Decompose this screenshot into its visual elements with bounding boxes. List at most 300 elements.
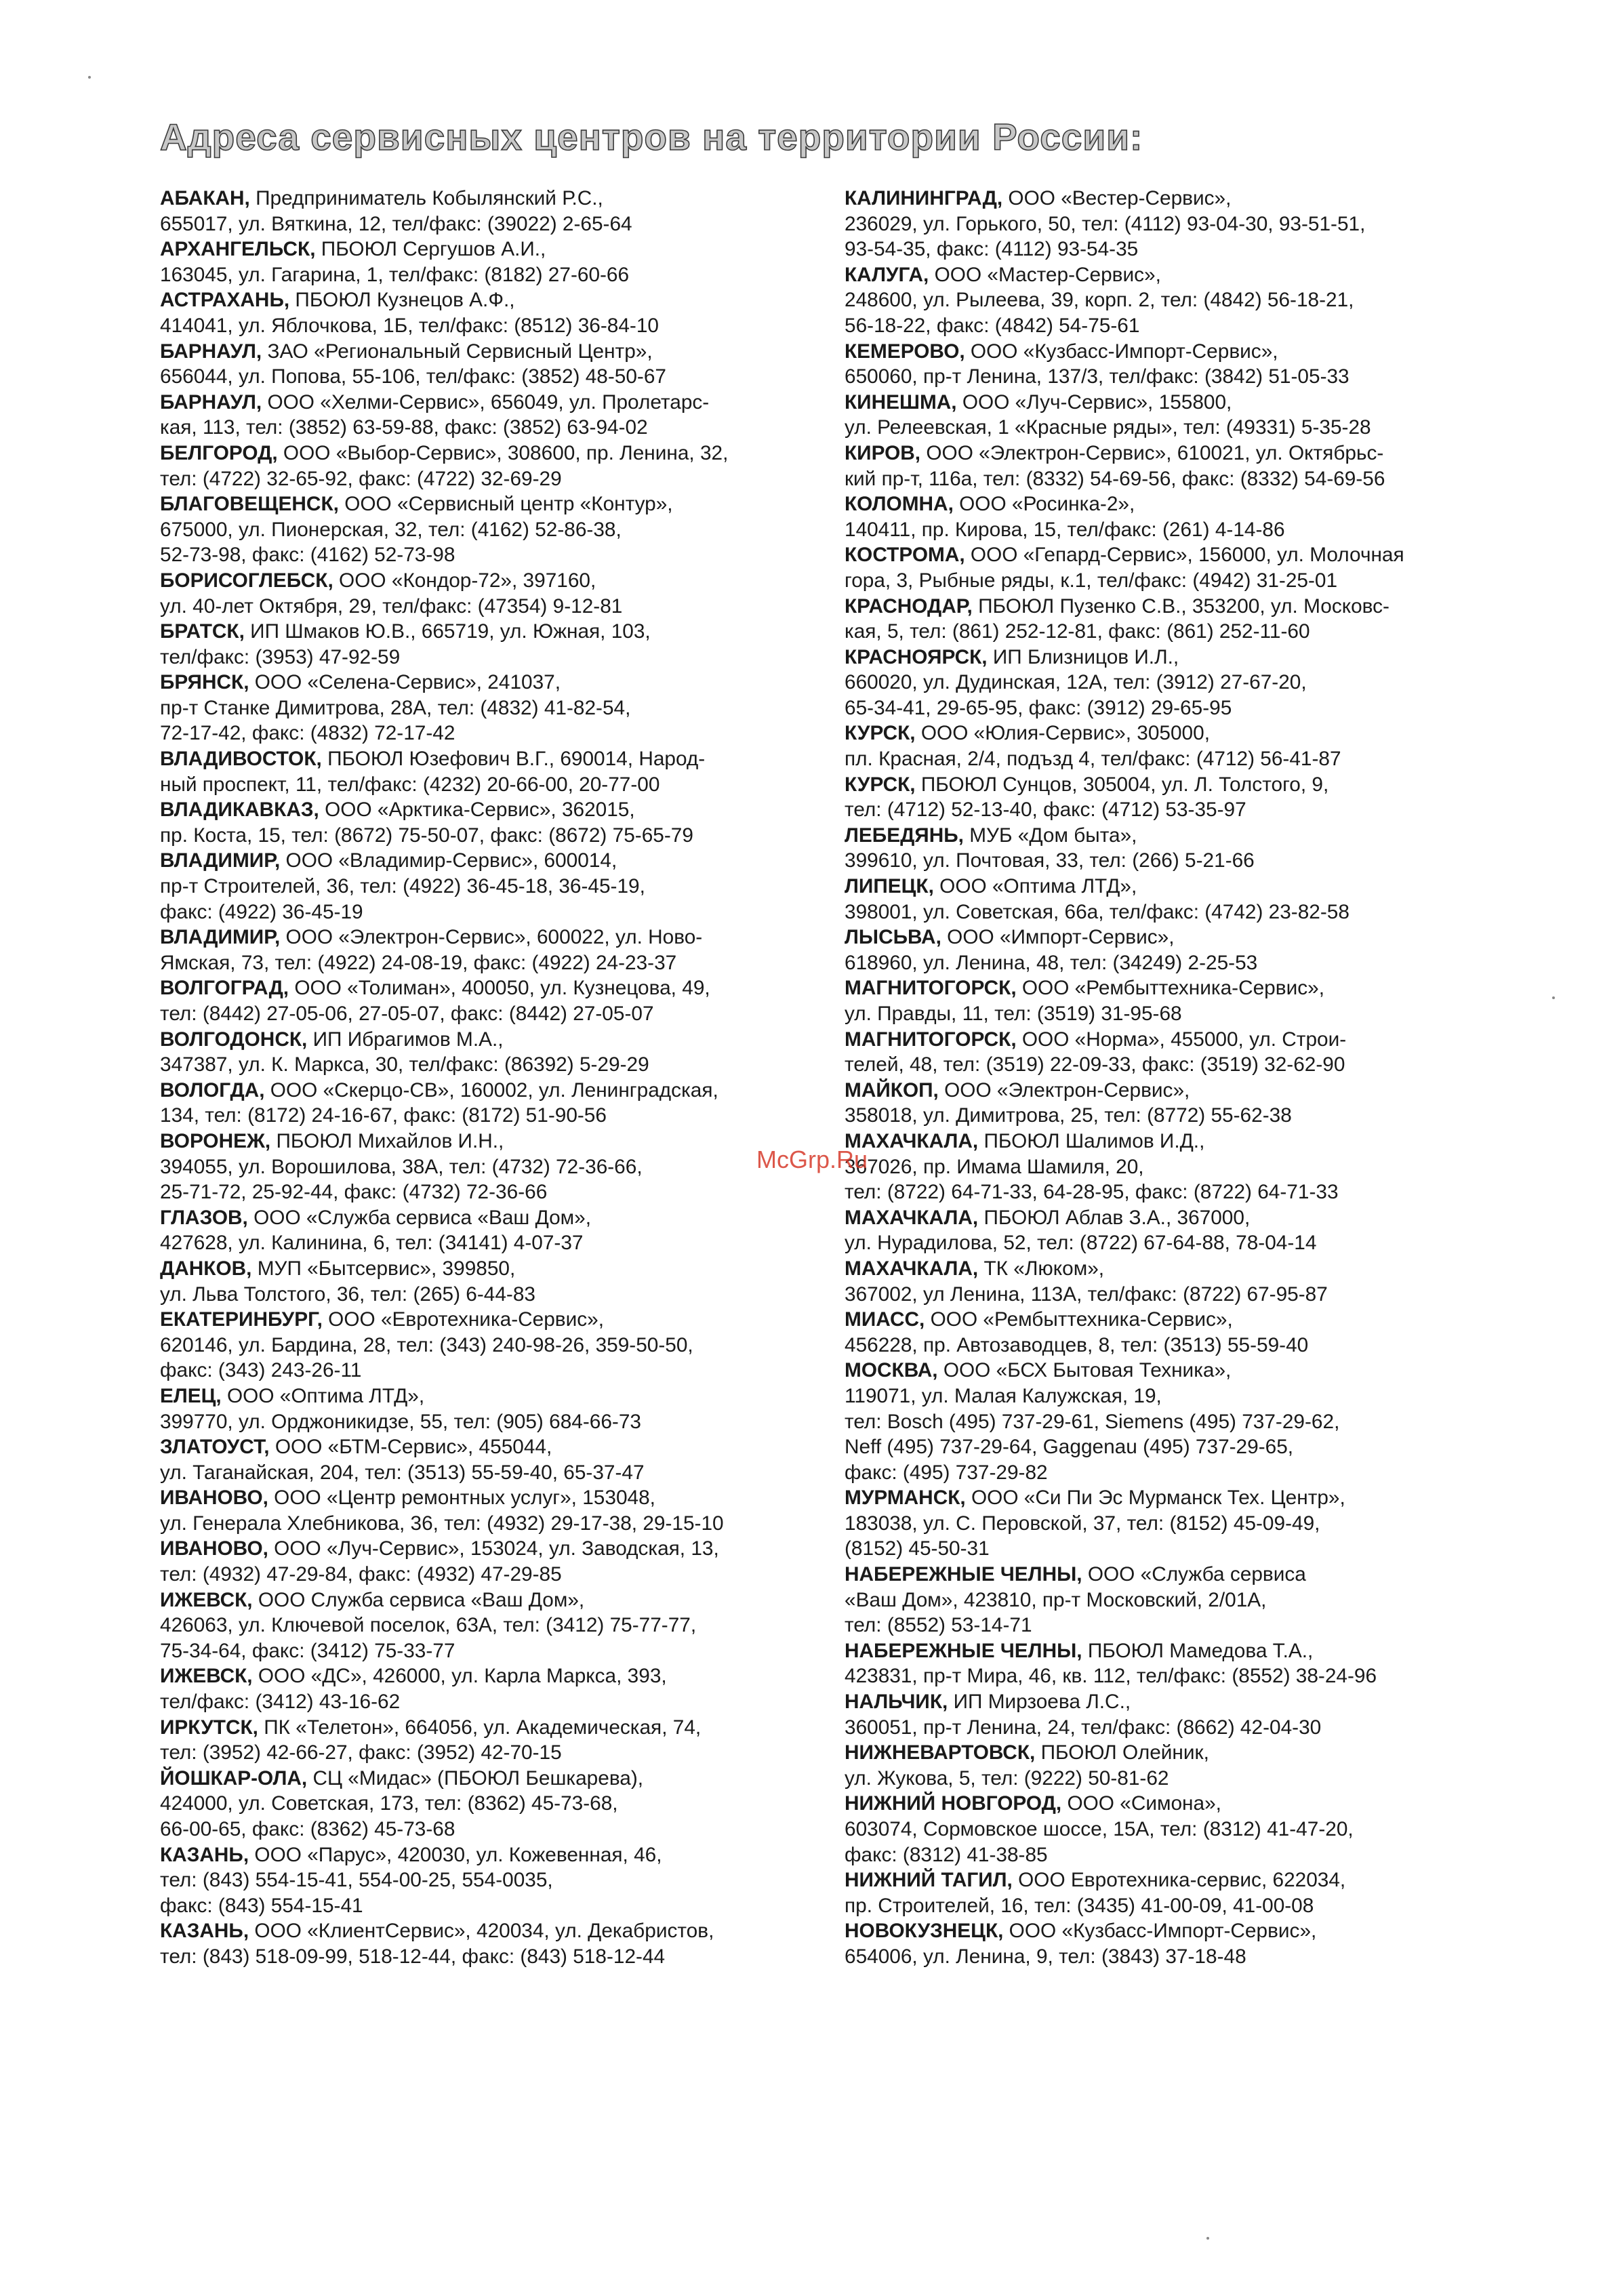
service-center-entry — [160, 287, 811, 338]
entry-text: ПБОЮЛ Кузнецов А.Ф., — [289, 289, 515, 312]
service-center-entry — [845, 1205, 1495, 1256]
entry-line — [160, 1383, 811, 1409]
entry-text: ИП Мирзоева Л.С., — [948, 1691, 1131, 1714]
entry-line — [845, 823, 1495, 849]
service-center-entry — [160, 619, 811, 670]
entry-line — [845, 1154, 1495, 1180]
entry-text: 65-34-41, 29-65-95, факс: (3912) 29-65-95 — [845, 696, 1232, 719]
service-center-entry — [160, 1842, 811, 1919]
service-center-entry — [160, 1078, 811, 1129]
entry-line — [160, 900, 811, 925]
entry-text: ООО «Луч-Сервис», 153024, ул. Заводская, 13, — [268, 1537, 719, 1560]
entry-text: ИП Ибрагимов М.А., — [307, 1028, 504, 1051]
entry-line — [845, 1638, 1495, 1664]
entry-text: ПБОЮЛ Михайлов И.Н., — [270, 1129, 504, 1152]
entry-text: СЦ «Мидас» (ПБОЮЛ Бешкарева), — [307, 1766, 644, 1790]
entry-line — [160, 1562, 811, 1588]
entry-text: тел: Bosch (495) 737-29-61, Siemens (495) 737-29-62, — [845, 1410, 1340, 1433]
left-column — [160, 186, 811, 1970]
city-name: КЕМЕРОВО, — [845, 340, 965, 363]
entry-text: ООО «Выбор-Сервис», 308600, пр. Ленина, 32, — [277, 441, 729, 464]
entry-line — [160, 823, 811, 849]
entry-text: «Ваш Дом», 423810, пр-т Московский, 2/01А, — [845, 1588, 1267, 1611]
entry-text: телей, 48, тел: (3519) 22-09-33, факс: (3519) 32-62-90 — [845, 1053, 1345, 1076]
entry-line — [160, 491, 811, 517]
service-center-entry — [845, 441, 1495, 491]
service-center-entry — [160, 1256, 811, 1307]
city-name: БРЯНСК, — [160, 671, 249, 694]
entry-line — [160, 975, 811, 1001]
entry-line — [845, 1842, 1495, 1868]
entry-text: ООО «ДС», 426000, ул. Карла Маркса, 393, — [252, 1665, 667, 1688]
entry-line — [845, 594, 1495, 620]
entry-text: кая, 5, тел: (861) 252-12-81, факс: (861) 252-11-60 — [845, 620, 1310, 643]
entry-line — [160, 1588, 811, 1613]
entry-line — [160, 517, 811, 543]
service-center-entry — [845, 1638, 1495, 1689]
entry-text: ул. Нурадилова, 52, тел: (8722) 67-64-88, 78-04-14 — [845, 1232, 1317, 1255]
entry-line — [845, 186, 1495, 211]
entry-text: ООО «Кузбасс-Импорт-Сервис», — [965, 340, 1278, 363]
service-center-entry — [160, 848, 811, 925]
city-name: ИВАНОВО, — [160, 1487, 268, 1510]
entry-line — [845, 1383, 1495, 1409]
entry-line — [845, 415, 1495, 441]
city-name: МУРМАНСК, — [845, 1487, 966, 1510]
city-name: ИЖЕВСК, — [160, 1588, 253, 1611]
entry-text: тел: (4722) 32-65-92, факс: (4722) 32-69-29 — [160, 467, 562, 490]
service-center-entry — [160, 568, 811, 619]
entry-line — [160, 1434, 811, 1460]
entry-text: 423831, пр-т Мира, 46, кв. 112, тел/факс: (8552) 38-24-96 — [845, 1665, 1377, 1688]
entry-line — [845, 975, 1495, 1001]
entry-line — [160, 1409, 811, 1435]
entry-line — [845, 848, 1495, 874]
entry-text: 424000, ул. Советская, 173, тел: (8362) 45-73-68, — [160, 1792, 618, 1815]
city-name: НИЖНЕВАРТОВСК, — [845, 1741, 1036, 1764]
entry-text: 367002, ул Ленина, 113А, тел/факс: (8722) 67-95-87 — [845, 1282, 1328, 1306]
entry-line — [160, 542, 811, 568]
entry-text: ООО «Хелми-Сервис», 656049, ул. Пролетарс- — [262, 390, 710, 413]
entry-line — [160, 797, 811, 823]
city-name: МИАСС, — [845, 1308, 925, 1331]
service-center-entry — [160, 925, 811, 975]
entry-text: ООО «Парус», 420030, ул. Кожевенная, 46, — [249, 1843, 662, 1866]
entry-text: факс: (4922) 36-45-19 — [160, 900, 363, 923]
entry-text: факс: (495) 737-29-82 — [845, 1461, 1048, 1484]
entry-line — [845, 517, 1495, 543]
entry-text: ТК «Люком», — [978, 1257, 1105, 1280]
entry-line — [160, 1613, 811, 1638]
entry-text: ООО Служба сервиса «Ваш Дом», — [252, 1588, 585, 1611]
entry-line — [160, 848, 811, 874]
entry-text: ООО «Росинка-2», — [953, 493, 1135, 516]
entry-text: 25-71-72, 25-92-44, факс: (4732) 72-36-66 — [160, 1181, 548, 1204]
entry-text: 426063, ул. Ключевой поселок, 63А, тел: (3412) 75-77-77, — [160, 1614, 697, 1637]
service-center-entry — [160, 1205, 811, 1256]
city-name: ИЖЕВСК, — [160, 1665, 253, 1688]
scan-speck — [1552, 996, 1555, 999]
entry-line — [845, 721, 1495, 746]
entry-text: 603074, Сормовское шоссе, 15А, тел: (8312) 41-47-20, — [845, 1818, 1354, 1840]
entry-text: факс: (343) 243-26-11 — [160, 1359, 362, 1382]
service-center-entry — [845, 975, 1495, 1026]
entry-line — [845, 670, 1495, 695]
entry-line — [845, 1867, 1495, 1893]
entry-line — [160, 925, 811, 950]
city-name: КИРОВ, — [845, 441, 921, 464]
entry-line — [160, 1129, 811, 1154]
city-name: ЙОШКАР-ОЛА, — [160, 1766, 308, 1790]
entry-text: ПБОЮЛ Шалимов И.Д., — [978, 1129, 1205, 1152]
entry-text: ПБОЮЛ Сунцов, 305004, ул. Л. Толстого, 9, — [915, 773, 1329, 796]
service-center-entry — [845, 390, 1495, 441]
city-name: БРАТСК, — [160, 620, 245, 643]
entry-line — [845, 1307, 1495, 1333]
entry-text: 394055, ул. Ворошилова, 38А, тел: (4732) 72-36-66, — [160, 1155, 643, 1178]
entry-line — [160, 1205, 811, 1231]
service-center-entry — [845, 645, 1495, 721]
entry-text: ООО «Электрон-Сервис», 610021, ул. Октябрьс- — [920, 441, 1384, 464]
entry-line — [160, 695, 811, 721]
city-name: НИЖНИЙ НОВГОРОД, — [845, 1792, 1062, 1815]
entry-text: ООО «Вестер-Сервис», — [1002, 187, 1232, 209]
entry-text: ул. Жукова, 5, тел: (9222) 50-81-62 — [845, 1766, 1169, 1790]
scan-speck — [88, 76, 91, 79]
service-center-entry — [160, 441, 811, 491]
entry-line — [845, 874, 1495, 900]
entry-text: ул. Релеевская, 1 «Красные ряды», тел: (49331) 5-35-28 — [845, 416, 1371, 439]
entry-text: 163045, ул. Гагарина, 1, тел/факс: (8182) 27-60-66 — [160, 263, 630, 286]
entry-text: факс: (8312) 41-38-85 — [845, 1843, 1048, 1866]
entry-line — [160, 1715, 811, 1741]
entry-line — [160, 670, 811, 695]
city-name: ГЛАЗОВ, — [160, 1206, 248, 1229]
entry-line — [845, 1613, 1495, 1638]
entry-line — [160, 339, 811, 365]
service-center-entry — [160, 237, 811, 287]
entry-text: 93-54-35, факс: (4112) 93-54-35 — [845, 238, 1139, 261]
entry-line — [160, 1154, 811, 1180]
entry-text: ПБОЮЛ Юзефович В.Г., 690014, Народ- — [321, 748, 706, 771]
entry-line — [160, 1001, 811, 1027]
entry-line — [160, 390, 811, 416]
city-name: ВЛАДИМИР, — [160, 926, 281, 949]
entry-text: 367026, пр. Имама Шамиля, 20, — [845, 1155, 1144, 1178]
entry-text: ООО «Кузбасс-Импорт-Сервис», — [1003, 1920, 1317, 1943]
entry-line — [845, 1103, 1495, 1129]
entry-text: ный проспект, 11, тел/факс: (4232) 20-66-00, 20-77-00 — [160, 773, 660, 796]
entry-text: кий пр-т, 116а, тел: (8332) 54-69-56, факс: (8332) 54-69-56 — [845, 467, 1385, 490]
entry-line — [160, 721, 811, 746]
entry-text: 75-34-64, факс: (3412) 75-33-77 — [160, 1639, 455, 1662]
service-center-entry — [845, 1791, 1495, 1867]
city-name: БАРНАУЛ, — [160, 340, 262, 363]
entry-text: ООО «Оптима ЛТД», — [221, 1384, 425, 1407]
entry-text: ПК «Телетон», 664056, ул. Академическая, 74, — [258, 1716, 702, 1739]
entry-line — [845, 1205, 1495, 1231]
entry-line — [845, 1893, 1495, 1919]
service-center-entry — [160, 797, 811, 848]
entry-text: ул. Правды, 11, тел: (3519) 31-95-68 — [845, 1003, 1182, 1025]
entry-text: гора, 3, Рыбные ряды, к.1, тел/факс: (4942) 31-25-01 — [845, 569, 1338, 592]
service-center-entry — [845, 925, 1495, 975]
entry-line — [160, 1766, 811, 1792]
entry-text: ООО «Норма», 455000, ул. Строи- — [1016, 1028, 1347, 1051]
entry-line — [845, 339, 1495, 365]
city-name: МАГНИТОГОРСК, — [845, 977, 1017, 1000]
entry-text: ООО «Служба сервиса «Ваш Дом», — [247, 1206, 592, 1229]
entry-line — [160, 1918, 811, 1944]
service-center-entry — [845, 542, 1495, 593]
service-center-entry — [845, 772, 1495, 823]
entry-line — [845, 1409, 1495, 1435]
service-center-entry — [845, 1485, 1495, 1562]
entry-line — [845, 619, 1495, 645]
entry-line — [160, 1485, 811, 1511]
service-center-entry — [845, 1740, 1495, 1791]
entry-line — [160, 364, 811, 390]
entry-line — [160, 874, 811, 900]
entry-text: ООО «Центр ремонтных услуг», 153048, — [268, 1487, 655, 1510]
service-center-entry — [160, 670, 811, 746]
entry-line — [160, 1078, 811, 1104]
city-name: КАЛУГА, — [845, 263, 929, 286]
entry-line — [160, 1307, 811, 1333]
city-name: ЕКАТЕРИНБУРГ, — [160, 1308, 323, 1331]
entry-text: тел/факс: (3412) 43-16-62 — [160, 1691, 401, 1714]
entry-text: 456228, пр. Автозаводцев, 8, тел: (3513) 55-59-40 — [845, 1333, 1309, 1356]
service-center-entry — [845, 1307, 1495, 1358]
entry-line — [160, 1817, 811, 1842]
entry-line — [845, 1740, 1495, 1766]
entry-line — [160, 1663, 811, 1689]
entry-line — [160, 1256, 811, 1282]
entry-line — [160, 1027, 811, 1053]
city-name: КОЛОМНА, — [845, 493, 954, 516]
entry-line — [845, 1129, 1495, 1154]
entry-text: ПБОЮЛ Мамедова Т.А., — [1082, 1639, 1314, 1662]
entry-text: ООО «Рембыттехника-Сервис», — [1016, 977, 1324, 1000]
entry-line — [845, 1791, 1495, 1817]
service-center-entry — [845, 721, 1495, 771]
entry-line — [160, 1179, 811, 1205]
entry-text: 66-00-65, факс: (8362) 45-73-68 — [160, 1818, 455, 1840]
city-name: НАБЕРЕЖНЫЕ ЧЕЛНЫ, — [845, 1563, 1082, 1586]
entry-text: 618960, ул. Ленина, 48, тел: (34249) 2-25-53 — [845, 951, 1258, 974]
entry-text: 183038, ул. С. Перовской, 37, тел: (8152) 45-09-49, — [845, 1512, 1320, 1535]
service-center-entry — [160, 1434, 811, 1485]
entry-line — [845, 313, 1495, 339]
entry-text: тел: (8442) 27-05-06, 27-05-07, факс: (8442) 27-05-07 — [160, 1003, 654, 1025]
entry-text: тел: (3952) 42-66-27, факс: (3952) 42-70-15 — [160, 1741, 562, 1764]
service-center-entry — [160, 1588, 811, 1664]
entry-line — [845, 1511, 1495, 1537]
city-name: ИРКУТСК, — [160, 1716, 258, 1739]
city-name: ИВАНОВО, — [160, 1537, 268, 1560]
entry-text: ООО «Импорт-Сервис», — [941, 926, 1175, 949]
city-name: КИНЕШМА, — [845, 390, 957, 413]
entry-text: ООО «БСХ Бытовая Техника», — [937, 1359, 1232, 1382]
entry-line — [160, 950, 811, 976]
entry-line — [845, 1663, 1495, 1689]
entry-text: ЗАО «Региональный Сервисный Центр», — [262, 340, 653, 363]
entry-line — [160, 1638, 811, 1664]
service-center-entry — [160, 1715, 811, 1766]
entry-line — [845, 1766, 1495, 1792]
entry-text: ул. Льва Толстого, 36, тел: (265) 6-44-83 — [160, 1282, 535, 1306]
service-center-entry — [160, 1129, 811, 1205]
city-name: АСТРАХАНЬ, — [160, 289, 290, 312]
service-center-entry — [160, 1027, 811, 1078]
entry-line — [845, 1027, 1495, 1053]
entry-line — [845, 1001, 1495, 1027]
entry-line — [160, 594, 811, 620]
entry-line — [160, 1689, 811, 1715]
service-center-entry — [160, 1536, 811, 1587]
entry-line — [845, 1179, 1495, 1205]
entry-line — [845, 466, 1495, 492]
entry-text: тел: (4932) 47-29-84, факс: (4932) 47-29-85 — [160, 1563, 562, 1586]
entry-text: ПБОЮЛ Пузенко С.В., 353200, ул. Московс- — [972, 594, 1389, 618]
entry-text: ООО «КлиентСервис», 420034, ул. Декабристов, — [249, 1920, 714, 1943]
city-name: ВОЛГОГРАД, — [160, 977, 289, 1000]
entry-text: ООО «Оптима ЛТД», — [933, 875, 1137, 898]
city-name: КАЗАНЬ, — [160, 1843, 249, 1866]
service-center-entry — [845, 1867, 1495, 1918]
entry-text: тел: (8722) 64-71-33, 64-28-95, факс: (8722) 64-71-33 — [845, 1181, 1339, 1204]
service-center-entry — [845, 1918, 1495, 1969]
city-name: МАХАЧКАЛА, — [845, 1206, 979, 1229]
entry-text: 360051, пр-т Ленина, 24, тел/факс: (8662) 42-04-30 — [845, 1716, 1322, 1739]
entry-text: ООО «Владимир-Сервис», 600014, — [280, 849, 617, 872]
entry-text: ПБОЮЛ Аблав З.А., 367000, — [978, 1206, 1251, 1229]
entry-text: кая, 113, тел: (3852) 63-59-88, факс: (3852) 63-94-02 — [160, 416, 648, 439]
service-center-entry — [845, 1562, 1495, 1638]
entry-text: Neff (495) 737-29-64, Gaggenau (495) 737-29-65, — [845, 1436, 1294, 1459]
city-name: МАЙКОП, — [845, 1078, 939, 1102]
entry-text: МУБ «Дом быта», — [963, 824, 1137, 847]
entry-line — [845, 925, 1495, 950]
entry-text: ул. Генерала Хлебникова, 36, тел: (4932) 29-17-38, 29-15-10 — [160, 1512, 724, 1535]
entry-text: ООО «Рембыттехника-Сервис», — [925, 1308, 1233, 1331]
entry-line — [845, 1689, 1495, 1715]
service-center-entry — [160, 746, 811, 797]
city-name: ЛЫСЬВА, — [845, 926, 941, 949]
entry-line — [160, 1867, 811, 1893]
service-center-entry — [845, 594, 1495, 645]
city-name: КУРСК, — [845, 722, 916, 745]
entry-text: 660020, ул. Дудинская, 12А, тел: (3912) 27-67-20, — [845, 671, 1307, 694]
city-name: ЛЕБЕДЯНЬ, — [845, 824, 964, 847]
entry-text: 620146, ул. Бардина, 28, тел: (343) 240-98-26, 359-50-50, — [160, 1333, 693, 1356]
city-name: КРАСНОЯРСК, — [845, 645, 988, 668]
entry-text: 655017, ул. Вяткина, 12, тел/факс: (39022) 2-65-64 — [160, 212, 632, 235]
entry-line — [845, 695, 1495, 721]
city-name: БАРНАУЛ, — [160, 390, 262, 413]
city-name: АБАКАН, — [160, 187, 250, 209]
service-center-entry — [845, 491, 1495, 542]
entry-text: ООО «Толиман», 400050, ул. Кузнецова, 49, — [289, 977, 710, 1000]
service-center-entry — [160, 1383, 811, 1434]
entry-line — [845, 287, 1495, 313]
entry-line — [845, 772, 1495, 798]
entry-line — [845, 441, 1495, 466]
entry-line — [160, 1333, 811, 1358]
entry-line — [845, 237, 1495, 262]
city-name: ВОРОНЕЖ, — [160, 1129, 271, 1152]
entry-text: ООО «Мастер-Сервис», — [929, 263, 1161, 286]
entry-line — [160, 1460, 811, 1486]
city-name: КАЗАНЬ, — [160, 1920, 249, 1943]
entry-text: 414041, ул. Яблочкова, 1Б, тел/факс: (8512) 36-84-10 — [160, 314, 659, 337]
city-name: КУРСК, — [845, 773, 916, 796]
entry-line — [845, 1817, 1495, 1842]
entry-text: тел/факс: (3953) 47-92-59 — [160, 645, 401, 668]
entry-line — [845, 1485, 1495, 1511]
entry-text: тел: (4712) 52-13-40, факс: (4712) 53-35-97 — [845, 799, 1246, 822]
entry-line — [160, 186, 811, 211]
entry-line — [845, 491, 1495, 517]
entry-text: ООО «Служба сервиса — [1082, 1563, 1306, 1586]
service-center-entry — [160, 186, 811, 237]
entry-line — [845, 1333, 1495, 1358]
entry-text: ИП Близницов И.Л., — [987, 645, 1179, 668]
entry-text: Ямская, 73, тел: (4922) 24-08-19, факс: (4922) 24-23-37 — [160, 951, 677, 974]
entry-text: ООО «БТМ-Сервис», 455044, — [269, 1436, 552, 1459]
entry-text: ООО «Селена-Сервис», 241037, — [249, 671, 561, 694]
entry-text: 399610, ул. Почтовая, 33, тел: (266) 5-21-66 — [845, 849, 1255, 872]
entry-line — [160, 1282, 811, 1308]
entry-line — [160, 645, 811, 670]
entry-text: пр. Коста, 15, тел: (8672) 75-50-07, факс: (8672) 75-65-79 — [160, 824, 693, 847]
entry-line — [160, 1791, 811, 1817]
entry-line — [845, 950, 1495, 976]
entry-text: пр. Строителей, 16, тел: (3435) 41-00-09, 41-00-08 — [845, 1894, 1314, 1917]
city-name: ВОЛГОДОНСК, — [160, 1028, 308, 1051]
entry-text: 654006, ул. Ленина, 9, тел: (3843) 37-18-48 — [845, 1945, 1246, 1968]
city-name: КАЛИНИНГРАД, — [845, 187, 1003, 209]
entry-line — [845, 1256, 1495, 1282]
entry-text: 358018, ул. Димитрова, 25, тел: (8772) 55-62-38 — [845, 1104, 1292, 1127]
city-name: ЗЛАТОУСТ, — [160, 1436, 270, 1459]
city-name: ВЛАДИВОСТОК, — [160, 748, 322, 771]
entry-text: ООО «Электрон-Сервис», — [938, 1078, 1190, 1102]
city-name: НАБЕРЕЖНЫЕ ЧЕЛНЫ, — [845, 1639, 1082, 1662]
service-center-entry — [160, 975, 811, 1026]
entry-text: ООО «Электрон-Сервис», 600022, ул. Ново- — [280, 926, 703, 949]
entry-line — [160, 1893, 811, 1919]
watermark: McGrp.Ru — [756, 1146, 868, 1173]
entry-line — [160, 287, 811, 313]
service-center-entry — [160, 1663, 811, 1714]
entry-line — [160, 1103, 811, 1129]
entry-line — [845, 1536, 1495, 1562]
entry-line — [160, 262, 811, 288]
service-center-entry — [845, 1078, 1495, 1129]
entry-text: ИП Шмаков Ю.В., 665719, ул. Южная, 103, — [244, 620, 651, 643]
entry-text: пр-т Станке Димитрова, 28А, тел: (4832) 41-82-54, — [160, 696, 631, 719]
entry-line — [845, 1588, 1495, 1613]
entry-line — [160, 1740, 811, 1766]
entry-line — [845, 211, 1495, 237]
entry-text: ООО «Си Пи Эс Мурманск Тех. Центр», — [965, 1487, 1345, 1510]
entry-line — [160, 1511, 811, 1537]
entry-text: факс: (843) 554-15-41 — [160, 1894, 363, 1917]
city-name: БЛАГОВЕЩЕНСК, — [160, 493, 339, 516]
entry-text: ООО «Юлия-Сервис», 305000, — [915, 722, 1210, 745]
service-center-entry — [160, 1766, 811, 1842]
